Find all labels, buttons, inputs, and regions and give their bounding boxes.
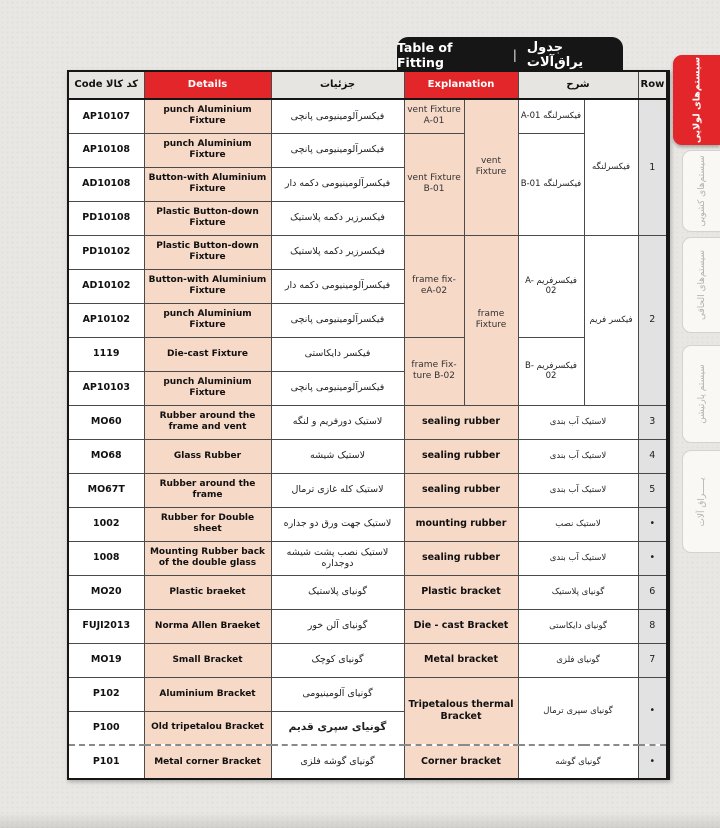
cell-code: P101 (68, 745, 144, 779)
header-details-en: Details (144, 71, 271, 99)
cell-code: P102 (68, 677, 144, 711)
header-code: کد کالا Code (68, 71, 144, 99)
header-explanation-en: Explanation (404, 71, 518, 99)
cell-exp: sealing rubber (404, 473, 518, 507)
title-english: Table of Fitting (397, 39, 453, 70)
table-body (68, 99, 668, 779)
cell-row: 1 (638, 99, 668, 235)
cell-det: Aluminium Bracket (144, 677, 271, 711)
cell-det: punch Aluminium Fixture (144, 371, 271, 405)
table-row (68, 575, 668, 609)
cell-sh: لاستیک آب بندی (518, 541, 638, 575)
cell-det: Plastic Button-down Fixture (144, 235, 271, 269)
table-title-tab (397, 37, 623, 72)
cell-joz: فیکسر دایکاستی (271, 337, 404, 371)
cell-joz: گونیای پلاستیک (271, 575, 404, 609)
cell-sh: لاستیک آب بندی (518, 473, 638, 507)
cell-exp1: vent Fixture A-01 (404, 99, 464, 133)
cell-code: MO68 (68, 439, 144, 473)
cell-exp1: frame fix- eA-02 (404, 235, 464, 337)
cell-row: 7 (638, 643, 668, 677)
sidebar-tab-5[interactable] (682, 450, 720, 553)
cell-exp: sealing rubber (404, 541, 518, 575)
cell-code: PD10102 (68, 235, 144, 269)
cell-joz: فیکسرزیر دکمه پلاستیک (271, 235, 404, 269)
cell-row: • (638, 541, 668, 575)
table-row (68, 643, 668, 677)
header-explanation-fa: شرح (518, 71, 638, 99)
cell-det: Button-with Aluminium Fixture (144, 269, 271, 303)
cell-exp1: vent Fixture B-01 (404, 133, 464, 235)
cell-sh: گونیای پلاستیک (518, 575, 638, 609)
cell-code: FUJI2013 (68, 609, 144, 643)
cell-code: AD10102 (68, 269, 144, 303)
cell-row: 4 (638, 439, 668, 473)
cell-exp: Tripetalous thermal Bracket (404, 677, 518, 745)
cell-code: P100 (68, 711, 144, 745)
cell-det: Plastic braeket (144, 575, 271, 609)
cell-code: AP10107 (68, 99, 144, 133)
cell-code: MO19 (68, 643, 144, 677)
cell-sh: لاستیک نصب (518, 507, 638, 541)
sidebar-category-tabs (673, 55, 720, 553)
cell-exp: mounting rubber (404, 507, 518, 541)
cell-joz: فیکسرآلومینیومی پانچی (271, 371, 404, 405)
cell-sh2: فیکسر فریم (584, 235, 638, 405)
cell-det: Rubber for Double sheet (144, 507, 271, 541)
cell-code: 1119 (68, 337, 144, 371)
cell-sh: لاستیک آب بندی (518, 405, 638, 439)
sidebar-tab-2[interactable] (682, 150, 720, 232)
cell-row: 8 (638, 609, 668, 643)
cell-joz: فیکسرآلومینیومی پانچی (271, 133, 404, 167)
cell-code: MO67T (68, 473, 144, 507)
cell-det: Rubber around the frame (144, 473, 271, 507)
table-header-row (68, 71, 668, 99)
header-details-fa: جزئیات (271, 71, 404, 99)
cell-det: punch Aluminium Fixture (144, 133, 271, 167)
sidebar-tab-label: سیستم‌های لولایی (691, 56, 702, 144)
table-row (68, 677, 668, 711)
cell-sh1: فیکسرلنگه B-01 (518, 133, 584, 235)
cell-sh2: فیکسرلنگه (584, 99, 638, 235)
cell-exp: Plastic bracket (404, 575, 518, 609)
sidebar-tab-label: یـــــراق آلات (696, 476, 707, 527)
sidebar-tab-1[interactable] (673, 55, 720, 145)
cell-code: 1008 (68, 541, 144, 575)
cell-det: Button-with Aluminium Fixture (144, 167, 271, 201)
cell-joz: گونیای سپری قدیم (271, 711, 404, 745)
cell-joz: گونیای آلومینیومی (271, 677, 404, 711)
cell-joz: گونیای آلن خور (271, 609, 404, 643)
title-farsi: جدول یراق‌آلات (526, 39, 584, 70)
cell-det: Old tripetalou Bracket (144, 711, 271, 745)
cell-joz: فیکسرآلومینیومی پانچی (271, 99, 404, 133)
table-row (68, 507, 668, 541)
cell-det: punch Aluminium Fixture (144, 99, 271, 133)
fittings-table (67, 70, 670, 780)
cell-det: Plastic Button-down Fixture (144, 201, 271, 235)
page-bottom-shadow (0, 812, 720, 828)
table-row (68, 473, 668, 507)
sidebar-tab-3[interactable] (682, 237, 720, 333)
cell-joz: لاستیک شیشه (271, 439, 404, 473)
cell-joz: فیکسرآلومینیومی پانچی (271, 303, 404, 337)
cell-row: • (638, 507, 668, 541)
cell-sh: گونیای سپری ترمال (518, 677, 638, 745)
cell-row: 5 (638, 473, 668, 507)
sidebar-tab-4[interactable] (682, 345, 720, 443)
cell-det: Rubber around the frame and vent (144, 405, 271, 439)
cell-sh: گونیای دایکاستی (518, 609, 638, 643)
cell-sh: گونیای گوشه (518, 745, 638, 779)
cell-joz: فیکسرآلومینیومی دکمه دار (271, 269, 404, 303)
cell-joz: لاستیک جهت ورق دو جداره (271, 507, 404, 541)
table-row (68, 133, 668, 167)
table-row (68, 337, 668, 371)
cell-joz: گونیای گوشه فلزی (271, 745, 404, 779)
cell-exp: Corner bracket (404, 745, 518, 779)
sidebar-tab-label: سیستم پارتیشن (696, 364, 707, 424)
cell-exp: sealing rubber (404, 439, 518, 473)
cell-exp: Metal bracket (404, 643, 518, 677)
table-row (68, 235, 668, 269)
cell-det: Small Bracket (144, 643, 271, 677)
cell-code: AP10103 (68, 371, 144, 405)
cell-code: MO20 (68, 575, 144, 609)
cell-det: Glass Rubber (144, 439, 271, 473)
cell-sh1: فیکسرفریم A-02 (518, 235, 584, 337)
cell-row: 2 (638, 235, 668, 405)
table-row (68, 609, 668, 643)
cell-code: AD10108 (68, 167, 144, 201)
cell-row: 3 (638, 405, 668, 439)
cell-det: Die-cast Fixture (144, 337, 271, 371)
sidebar-tab-label: سیستم‌های کشویی (696, 155, 707, 227)
table-row (68, 405, 668, 439)
table-row (68, 541, 668, 575)
cell-sh: لاستیک آب بندی (518, 439, 638, 473)
cell-joz: فیکسرزیر دکمه پلاستیک (271, 201, 404, 235)
cell-row: • (638, 677, 668, 745)
cell-exp: sealing rubber (404, 405, 518, 439)
cell-exp: Die - cast Bracket (404, 609, 518, 643)
cell-code: AP10102 (68, 303, 144, 337)
cell-joz: لاستیک نصب پشت شیشه دوجداره (271, 541, 404, 575)
table-row (68, 745, 668, 779)
cell-code: MO60 (68, 405, 144, 439)
cell-det: Metal corner Bracket (144, 745, 271, 779)
cell-exp2: frame Fixture (464, 235, 518, 405)
cell-row: 6 (638, 575, 668, 609)
header-row-number: Row (638, 71, 668, 99)
cell-joz: لاستیک کله غازی ترمال (271, 473, 404, 507)
table-row (68, 439, 668, 473)
cell-exp2: vent Fixture (464, 99, 518, 235)
cell-code: AP10108 (68, 133, 144, 167)
cell-code: 1002 (68, 507, 144, 541)
cell-sh1: فیکسرلنگه A-01 (518, 99, 584, 133)
cell-sh1: فیکسرفریم B-02 (518, 337, 584, 405)
cell-exp1: frame Fix- ture B-02 (404, 337, 464, 405)
cell-sh: گونیای فلزی (518, 643, 638, 677)
cell-det: Mounting Rubber back of the double glass (144, 541, 271, 575)
cell-code: PD10108 (68, 201, 144, 235)
cell-row: • (638, 745, 668, 779)
title-divider: | (512, 47, 517, 62)
sidebar-tab-label: سیستم‌های الحاقی (696, 250, 707, 320)
cell-joz: لاستیک دورفریم و لنگه (271, 405, 404, 439)
cell-det: Norma Allen Braeket (144, 609, 271, 643)
cell-joz: گونیای کوچک (271, 643, 404, 677)
cell-det: punch Aluminium Fixture (144, 303, 271, 337)
cell-joz: فیکسرآلومینیومی دکمه دار (271, 167, 404, 201)
table-row (68, 99, 668, 133)
